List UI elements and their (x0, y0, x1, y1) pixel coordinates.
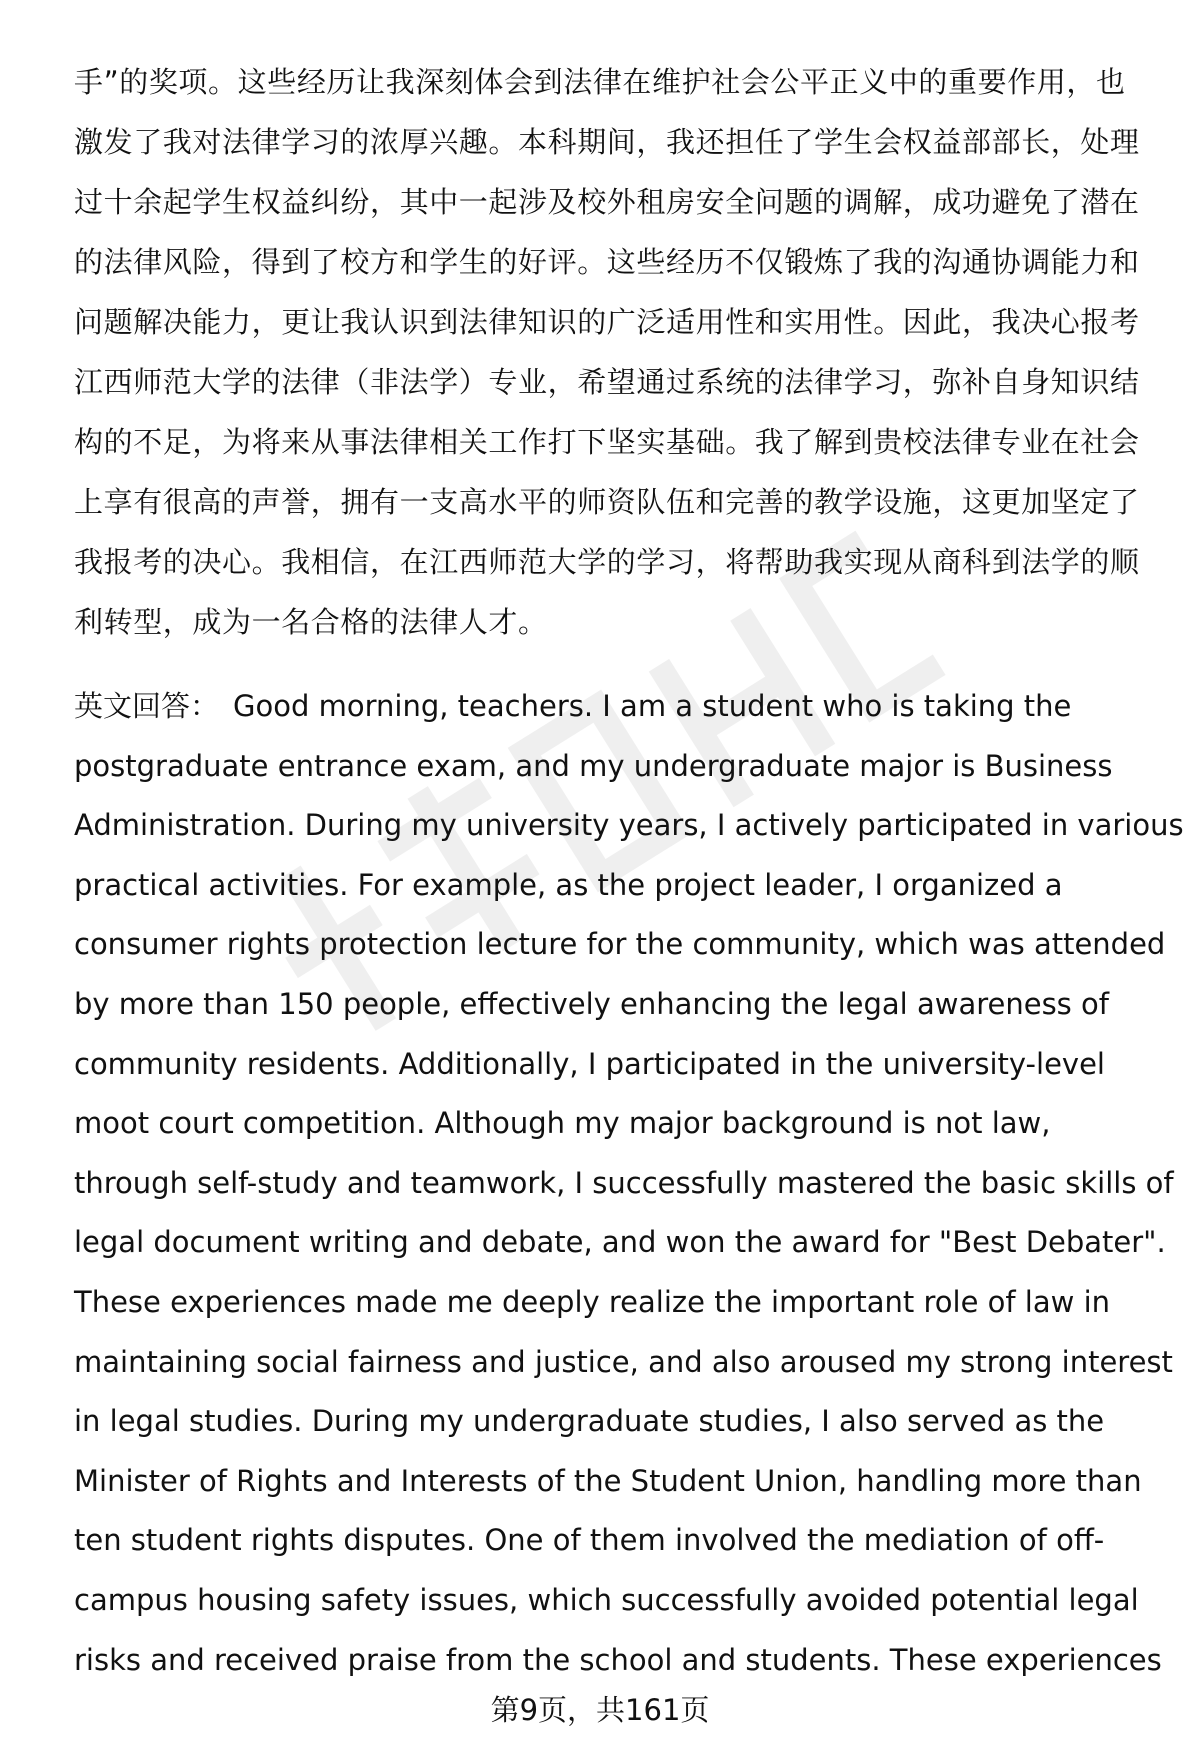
english-answer-line: maintaining social fairness and justice, and also aroused my strong interest (74, 1344, 1173, 1379)
english-answer-line: through self-study and teamwork, I successfully mastered the basic skills of (74, 1165, 1174, 1200)
english-answer-label: 英文回答： (74, 689, 220, 723)
english-answer-line: community residents. Additionally, I participated in the university-level (74, 1046, 1105, 1081)
chinese-answer-line: 问题解决能力，更让我认识到法律知识的广泛适用性和实用性。因此，我决心报考 (74, 305, 1140, 339)
english-answer-line: legal document writing and debate, and won the award for "Best Debater". (74, 1225, 1166, 1260)
english-answer-line: campus housing safety issues, which successfully avoided potential legal (74, 1582, 1139, 1617)
english-answer-line: Administration. During my university years, I actively participated in various (74, 808, 1184, 843)
english-answer-line: consumer rights protection lecture for the community, which was attended (74, 927, 1166, 962)
chinese-answer-line: 上享有很高的声誉，拥有一支高水平的师资队伍和完善的教学设施，这更加坚定了 (74, 485, 1140, 519)
chinese-answer-line: 手”的奖项。这些经历让我深刻体会到法律在维护社会公平正义中的重要作用，也 (74, 65, 1126, 99)
english-answer-line: in legal studies. During my undergraduate studies, I also served as the (74, 1404, 1105, 1439)
english-answer-line: ten student rights disputes. One of them involved the mediation of off- (74, 1523, 1105, 1558)
english-answer-line: risks and received praise from the school and students. These experiences (74, 1642, 1162, 1677)
chinese-answer-line: 构的不足，为将来从事法律相关工作打下坚实基础。我了解到贵校法律专业在社会 (74, 425, 1140, 459)
english-answer-line: Minister of Rights and Interests of the Student Union, handling more than (74, 1463, 1142, 1498)
english-answer-line: Good morning, teachers. I am a student who is taking the (233, 689, 1072, 723)
chinese-answer-line: 激发了我对法律学习的浓厚兴趣。本科期间，我还担任了学生会权益部部长，处理 (74, 125, 1140, 159)
english-answer-line: These experiences made me deeply realize the important role of law in (74, 1284, 1111, 1319)
chinese-answer-paragraph (74, 52, 1154, 652)
english-answer-paragraph (74, 677, 1184, 1690)
chinese-answer-line: 我报考的决心。我相信，在江西师范大学的学习，将帮助我实现从商科到法学的顺 (74, 545, 1140, 579)
chinese-answer-line: 的法律风险，得到了校方和学生的好评。这些经历不仅锻炼了我的沟通协调能力和 (74, 245, 1140, 279)
english-answer-first-line (74, 677, 1164, 737)
chinese-answer-line: 江西师范大学的法律（非法学）专业，希望通过系统的法律学习，弥补自身知识结 (74, 365, 1140, 399)
page-number-footer: 第9页，共161页 (490, 1693, 710, 1727)
chinese-answer-line: 利转型，成为一名合格的法律人才。 (74, 605, 548, 639)
english-answer-line: moot court competition. Although my major background is not law, (74, 1106, 1051, 1141)
chinese-answer-line: 过十余起学生权益纠纷，其中一起涉及校外租房安全问题的调解，成功避免了潜在 (74, 185, 1140, 219)
english-answer-line: by more than 150 people, effectively enhancing the legal awareness of (74, 986, 1109, 1021)
english-answer-line: practical activities. For example, as the project leader, I organized a (74, 867, 1063, 902)
english-answer-line: postgraduate entrance exam, and my undergraduate major is Business (74, 748, 1113, 783)
